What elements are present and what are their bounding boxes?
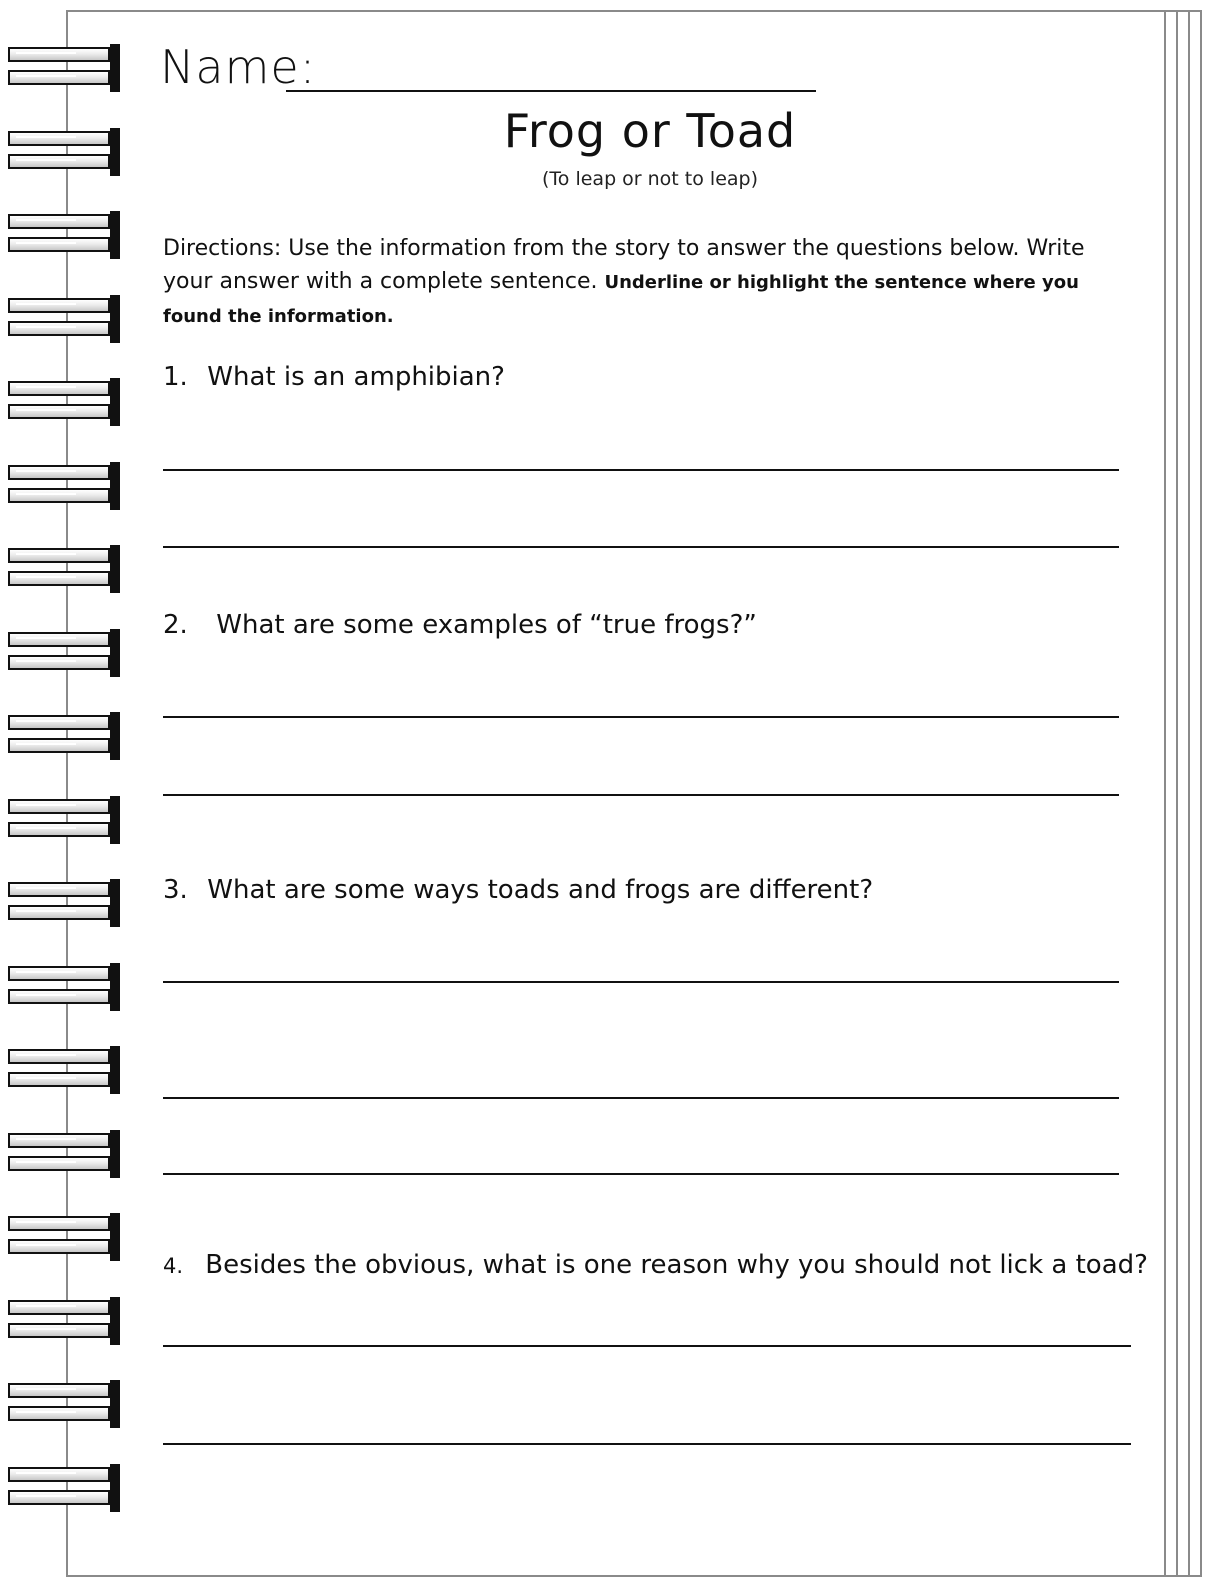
answer-line[interactable] <box>163 1097 1119 1099</box>
spiral-coil <box>8 796 120 846</box>
question-text: What is an amphibian? <box>207 362 505 392</box>
answer-line[interactable] <box>163 546 1119 548</box>
page-title: Frog or Toad <box>503 104 797 158</box>
question-2 <box>163 610 757 640</box>
spiral-coil <box>8 545 120 595</box>
spiral-coil <box>8 1464 120 1514</box>
answer-line[interactable] <box>163 1345 1131 1347</box>
spiral-coil <box>8 1297 120 1347</box>
question-1 <box>163 362 505 392</box>
spiral-coil <box>8 1046 120 1096</box>
page-edges <box>1164 10 1204 1577</box>
question-number: 2. <box>163 610 188 640</box>
spiral-coil <box>8 1130 120 1180</box>
spiral-coil <box>8 963 120 1013</box>
question-number: 4. <box>163 1254 184 1278</box>
question-text: Besides the obvious, what is one reason why you should not lick a toad? <box>205 1250 1148 1280</box>
spiral-coil <box>8 879 120 929</box>
question-text: What are some examples of “true frogs?” <box>216 610 757 640</box>
spiral-coil <box>8 629 120 679</box>
answer-line[interactable] <box>163 716 1119 718</box>
question-number: 1. <box>163 362 188 392</box>
name-field <box>160 40 316 94</box>
answer-line[interactable] <box>163 469 1119 471</box>
spiral-coil <box>8 1380 120 1430</box>
spiral-coil <box>8 128 120 178</box>
spiral-coil <box>8 295 120 345</box>
page-subtitle: (To leap or not to leap) <box>542 168 758 190</box>
directions-text: Directions: Use the information from the story to answer the questions below. Write your answer with a complete sentence. <box>163 236 1085 294</box>
answer-line[interactable] <box>163 1173 1119 1175</box>
name-label: Name: <box>160 40 317 94</box>
question-3 <box>163 875 873 905</box>
answer-line[interactable] <box>163 981 1119 983</box>
spiral-coil <box>8 1213 120 1263</box>
spiral-binding <box>8 0 128 1584</box>
spiral-coil <box>8 712 120 762</box>
question-text: What are some ways toads and frogs are different? <box>207 875 874 905</box>
directions <box>163 232 1128 333</box>
spiral-coil <box>8 462 120 512</box>
answer-line[interactable] <box>163 794 1119 796</box>
spiral-coil <box>8 378 120 428</box>
question-4 <box>163 1250 1148 1280</box>
question-number: 3. <box>163 875 188 905</box>
answer-line[interactable] <box>163 1443 1131 1445</box>
name-write-line[interactable] <box>286 90 816 92</box>
spiral-coil <box>8 44 120 94</box>
directions-bold-text: Underline or highlight the sentence where you found the information. <box>163 272 1079 327</box>
spiral-coil <box>8 211 120 261</box>
